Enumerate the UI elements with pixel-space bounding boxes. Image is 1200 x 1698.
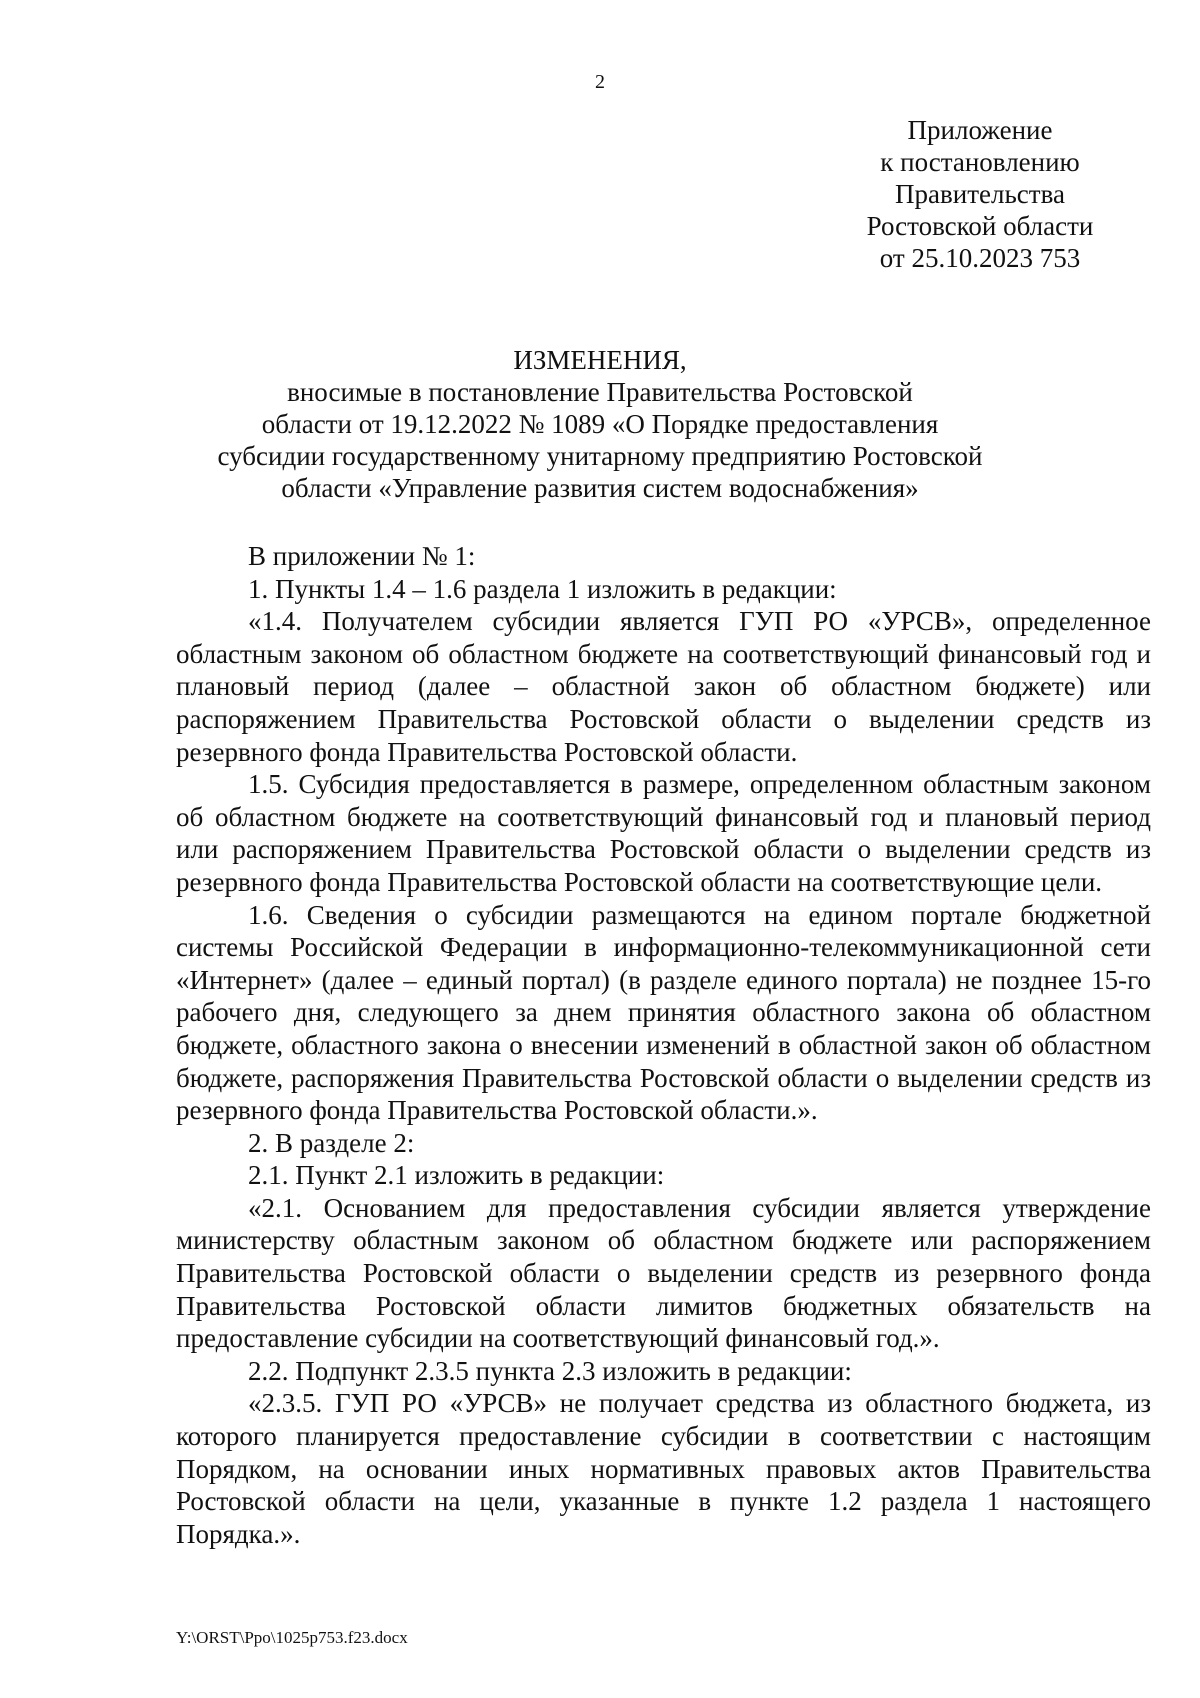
appendix-block <box>830 114 1130 274</box>
appendix-line: Приложение <box>907 115 1053 145</box>
body-paragraph: 2.2. Подпункт 2.3.5 пункта 2.3 изложить в редакции: <box>248 1355 852 1386</box>
body-paragraph: 1.6. Сведения о субсидии размещаются на едином портале бюджетной системы Российской Федерации в информационно-телекоммуникационной сети «Интернет» (далее – единый портал) (в разделе единого портала) не позднее 15-го рабочего дня, следующего за днем принятия областного закона об областном бюджете, областного закона о внесении изменений в областной закон об областном бюджете, распоряжения Правительства Ростовской области о выделении средств из резервного фонда Правительства Ростовской области.». <box>176 899 1151 1126</box>
appendix-line: Правительства <box>895 179 1065 209</box>
body-paragraph: «2.3.5. ГУП РО «УРСВ» не получает средства из областного бюджета, из которого планируется предоставление субсидии в соответствии с настоящим Порядком, на основании иных нормативных правовых актов Правительства Ростовской области на цели, указанные в пункте 1.2 раздела 1 настоящего Порядка.». <box>176 1388 1151 1549</box>
body-paragraph: 1. Пункты 1.4 – 1.6 раздела 1 изложить в редакции: <box>248 573 837 604</box>
appendix-line: от 25.10.2023 753 <box>879 243 1081 273</box>
body-paragraph: В приложении № 1: <box>248 541 476 571</box>
footer-file-path: Y:\ORST\Ppo\1025p753.f23.docx <box>176 1628 408 1647</box>
title-line: области «Управление развития систем водоснабжения» <box>281 473 919 503</box>
body-paragraph: «1.4. Получателем субсидии является ГУП РО «УРСВ», определенное областным законом об областном бюджете на соответствующий финансовый год и плановый период (далее – областной закон об областном бюджете) или распоряжением Правительства Ростовской области о выделении средств из резервного фонда Правительства Ростовской области. <box>176 606 1151 767</box>
page-number: 2 <box>595 71 605 93</box>
title-line: вносимые в постановление Правительства Ростовской <box>287 377 913 407</box>
title-line: области от 19.12.2022 № 1089 «О Порядке предоставления <box>261 409 939 439</box>
appendix-line: Ростовской области <box>866 211 1094 241</box>
body-paragraph: «2.1. Основанием для предоставления субсидии является утверждение министерству областным законом об областном бюджете или распоряжением Правительства Ростовской области о выделении средств из резервного фонда Правительства Ростовской области лимитов бюджетных обязательств на предоставление субсидии на соответствующий финансовый год.». <box>176 1192 1151 1354</box>
body-paragraph: 1.5. Субсидия предоставляется в размере, определенном областным законом об областном бюджете на соответствующий финансовый год и плановый период или распоряжением Правительства Ростовской области о выделении средств из резервного фонда Правительства Ростовской области на соответствующие цели. <box>176 769 1151 897</box>
title-line: субсидии государственному унитарному предприятию Ростовской <box>217 441 983 471</box>
document-body <box>176 540 1151 1550</box>
appendix-line: к постановлению <box>880 147 1080 177</box>
title-heading: ИЗМЕНЕНИЯ, <box>513 345 687 375</box>
body-paragraph: 2. В разделе 2: <box>248 1127 415 1158</box>
body-paragraph: 2.1. Пункт 2.1 изложить в редакции: <box>248 1160 665 1191</box>
document-title <box>160 344 1040 504</box>
